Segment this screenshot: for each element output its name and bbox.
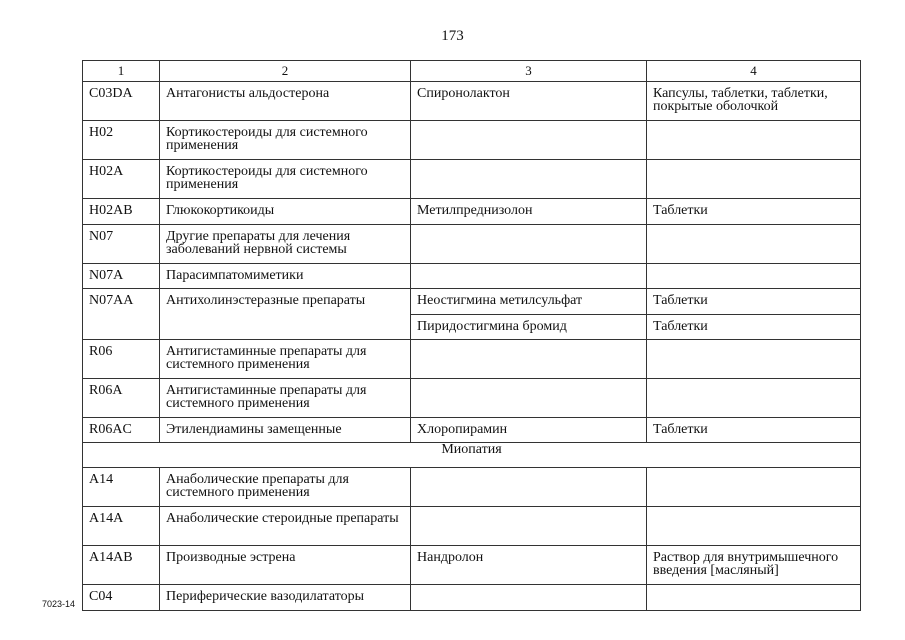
table-row [83, 82, 861, 121]
page-number: 173 [441, 28, 464, 44]
group-name: Глюкокортикоиды [166, 203, 275, 218]
document-code: 7023-14 [42, 599, 76, 609]
group-cell [160, 160, 411, 199]
drug-name: Хлоропирамин [417, 422, 508, 437]
drug-name: Неостигмина метилсульфат [417, 293, 583, 308]
drug-cell [411, 289, 647, 315]
atc-code-cell [83, 199, 160, 225]
table-row [83, 160, 861, 199]
dosage-form [653, 160, 854, 165]
drug-cell [411, 160, 647, 199]
group-cell [160, 379, 411, 418]
atc-code: R06 [89, 344, 113, 359]
drug-cell [411, 468, 647, 507]
drug-name [417, 160, 640, 165]
drug-name [417, 585, 640, 590]
drug-cell [411, 507, 647, 546]
form-cell [647, 418, 861, 443]
atc-code: N07 [89, 229, 114, 244]
dosage-form: Раствор для внутримышечного введения [масляный] [653, 550, 839, 578]
column-number-row [83, 61, 861, 82]
drug-cell [411, 585, 647, 611]
group-cell [160, 121, 411, 160]
group-cell [160, 418, 411, 443]
drug-cell [411, 199, 647, 225]
group-cell [160, 289, 411, 340]
column-number: 2 [160, 61, 411, 82]
drug-cell [411, 546, 647, 585]
table-row [83, 225, 861, 264]
atc-code-cell [83, 340, 160, 379]
atc-code-cell [83, 121, 160, 160]
drug-cell [411, 418, 647, 443]
atc-code: N07AA [89, 293, 134, 308]
drug-name [417, 468, 640, 473]
table-row [83, 418, 861, 443]
drug-cell [411, 225, 647, 264]
drug-name [417, 225, 640, 230]
atc-code-cell [83, 289, 160, 340]
form-cell [647, 264, 861, 289]
group-cell [160, 225, 411, 264]
table-row [83, 468, 861, 507]
column-number: 1 [83, 61, 160, 82]
atc-code: C04 [89, 589, 113, 604]
form-cell [647, 121, 861, 160]
drug-name [417, 121, 640, 126]
dosage-form [653, 264, 854, 269]
group-cell [160, 585, 411, 611]
group-name: Этилендиамины замещенные [166, 422, 342, 437]
drug-cell [411, 82, 647, 121]
group-cell [160, 82, 411, 121]
group-name: Анаболические стероидные препараты [166, 511, 399, 526]
dosage-form [653, 468, 854, 473]
atc-code-cell [83, 468, 160, 507]
dosage-form: Таблетки [653, 203, 708, 218]
dosage-form [653, 225, 854, 230]
form-cell [647, 507, 861, 546]
group-cell [160, 340, 411, 379]
drug-name [417, 340, 640, 345]
column-number: 4 [647, 61, 861, 82]
group-name: Производные эстрена [166, 550, 296, 565]
atc-code-cell [83, 546, 160, 585]
dosage-form [653, 121, 854, 126]
atc-code-cell [83, 379, 160, 418]
drug-cell [411, 121, 647, 160]
atc-code: A14A [89, 511, 124, 526]
atc-code: R06A [89, 383, 123, 398]
group-name: Антагонисты альдостерона [166, 86, 330, 101]
dosage-form [653, 379, 854, 384]
section-title: Миопатия [83, 443, 861, 468]
drug-cell [411, 379, 647, 418]
group-cell [160, 264, 411, 289]
drug-cell [411, 264, 647, 289]
group-cell [160, 507, 411, 546]
dosage-form: Таблетки [653, 422, 708, 437]
dosage-form: Таблетки [653, 293, 708, 308]
table-row [83, 379, 861, 418]
form-cell [647, 199, 861, 225]
dosage-form: Капсулы, таблетки, таблетки, покрытые оболочкой [653, 86, 828, 114]
drug-name: Пиридостигмина бромид [417, 319, 567, 334]
drug-cell [411, 315, 647, 340]
atc-code: N07A [89, 268, 124, 283]
table-row [83, 199, 861, 225]
drug-name: Метилпреднизолон [417, 203, 533, 218]
drug-name: Спиронолактон [417, 86, 510, 101]
dosage-form [653, 585, 854, 590]
drug-name: Нандролон [417, 550, 484, 565]
form-cell [647, 585, 861, 611]
atc-code-cell [83, 160, 160, 199]
atc-code-cell [83, 585, 160, 611]
table-row [83, 121, 861, 160]
form-cell [647, 289, 861, 315]
group-cell [160, 199, 411, 225]
atc-code-cell [83, 225, 160, 264]
table-row [83, 340, 861, 379]
dosage-form [653, 340, 854, 345]
table-row [83, 289, 861, 315]
form-cell [647, 546, 861, 585]
atc-code-cell [83, 264, 160, 289]
form-cell [647, 160, 861, 199]
atc-code: R06AC [89, 422, 132, 437]
group-name: Кортикостероиды для системного применения [166, 125, 368, 153]
form-cell [647, 340, 861, 379]
atc-code-cell [83, 82, 160, 121]
section-row [83, 443, 861, 468]
group-cell [160, 468, 411, 507]
drug-cell [411, 340, 647, 379]
medication-table [82, 60, 861, 611]
form-cell [647, 225, 861, 264]
table-row [83, 507, 861, 546]
table-row [83, 585, 861, 611]
atc-code: H02 [89, 125, 114, 140]
group-name: Антихолинэстеразные препараты [166, 293, 366, 308]
group-name: Другие препараты для лечения заболеваний нервной системы [166, 229, 351, 257]
form-cell [647, 468, 861, 507]
drug-name [417, 507, 640, 512]
atc-code: H02A [89, 164, 124, 179]
group-name: Анаболические препараты для системного применения [166, 472, 349, 500]
table-row [83, 264, 861, 289]
table-row [83, 546, 861, 585]
drug-name [417, 264, 640, 269]
atc-code: A14AB [89, 550, 133, 565]
form-cell [647, 379, 861, 418]
group-name: Периферические вазодилататоры [166, 589, 365, 604]
form-cell [647, 315, 861, 340]
dosage-form [653, 507, 854, 512]
atc-code-cell [83, 418, 160, 443]
column-number: 3 [411, 61, 647, 82]
atc-code-cell [83, 507, 160, 546]
form-cell [647, 82, 861, 121]
group-name: Парасимпатомиметики [166, 268, 304, 283]
group-cell [160, 546, 411, 585]
atc-code: H02AB [89, 203, 133, 218]
group-name: Антигистаминные препараты для системного применения [166, 344, 367, 372]
dosage-form: Таблетки [653, 319, 708, 334]
group-name: Кортикостероиды для системного применения [166, 164, 368, 192]
drug-name [417, 379, 640, 384]
group-name: Антигистаминные препараты для системного применения [166, 383, 367, 411]
atc-code: C03DA [89, 86, 133, 101]
atc-code: A14 [89, 472, 114, 487]
